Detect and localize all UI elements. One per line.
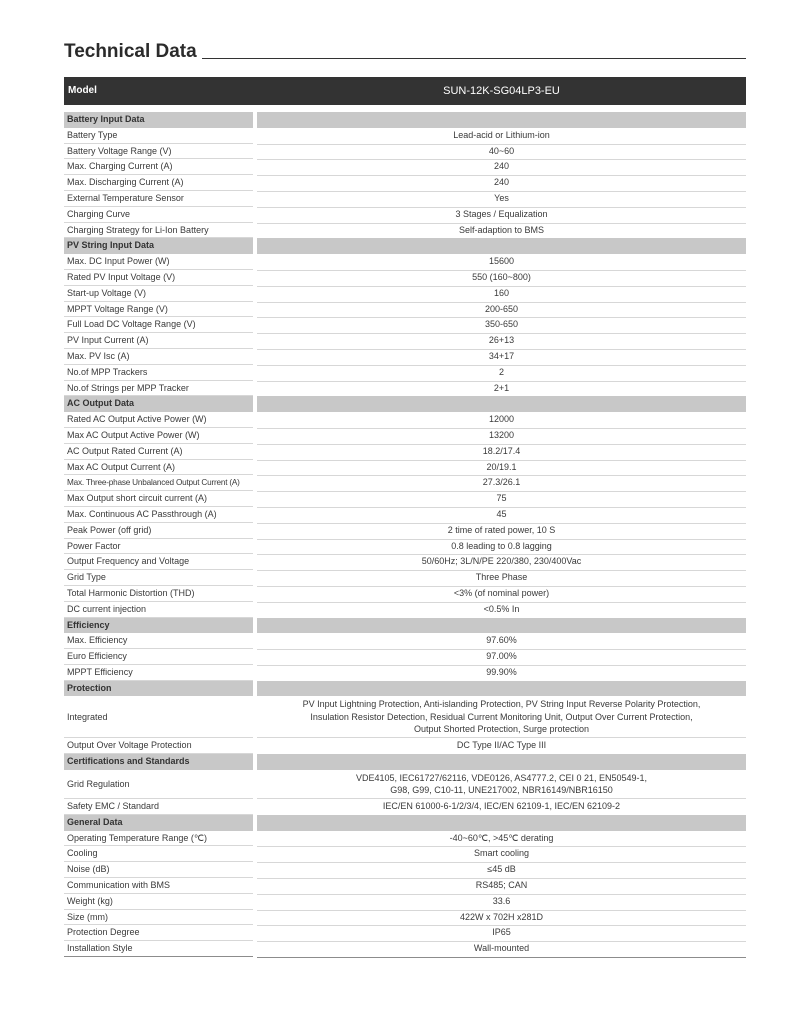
section-title: Protection	[64, 681, 253, 697]
spec-value: 18.2/17.4	[257, 444, 746, 461]
spec-value: 26+13	[257, 333, 746, 350]
table-row	[64, 191, 746, 207]
table-row	[64, 381, 746, 397]
section-header	[64, 681, 746, 697]
table-row	[64, 349, 746, 365]
table-row	[64, 770, 746, 799]
spec-label: Euro Efficiency	[64, 649, 253, 665]
spec-value: 160	[257, 286, 746, 303]
spec-value	[257, 770, 746, 799]
table-row	[64, 317, 746, 333]
table-row	[64, 894, 746, 910]
section-header	[64, 112, 746, 128]
spec-label: Max. PV Isc (A)	[64, 349, 253, 365]
table-row	[64, 910, 746, 926]
spec-value	[257, 696, 746, 738]
spec-label: Charging Curve	[64, 207, 253, 223]
table-row	[64, 144, 746, 160]
spec-value: 550 (160~800)	[257, 270, 746, 287]
table-row	[64, 475, 746, 491]
section-title: AC Output Data	[64, 396, 253, 412]
spec-label: Installation Style	[64, 941, 253, 957]
section-title: Battery Input Data	[64, 112, 253, 128]
spec-value: RS485; CAN	[257, 878, 746, 895]
table-row	[64, 738, 746, 754]
spec-label: MPPT Voltage Range (V)	[64, 302, 253, 318]
spec-label: MPPT Efficiency	[64, 665, 253, 681]
spec-label: Grid Regulation	[64, 770, 253, 799]
spec-label: Charging Strategy for Li-Ion Battery	[64, 223, 253, 239]
spec-value: -40~60℃, >45℃ derating	[257, 831, 746, 848]
table-row	[64, 286, 746, 302]
section-fill	[257, 681, 746, 697]
table-row	[64, 941, 746, 957]
spec-value-line: Output Shorted Protection, Surge protection	[413, 724, 590, 735]
spec-label: Max. Three-phase Unbalanced Output Current (A)	[64, 475, 253, 491]
model-label: Model	[68, 85, 97, 96]
spec-value: 99.90%	[257, 665, 746, 682]
page-title: Technical Data	[64, 41, 197, 62]
spec-value: ≤45 dB	[257, 862, 746, 879]
table-row	[64, 570, 746, 586]
table-row	[64, 925, 746, 941]
spec-value: 422W x 702H x281D	[257, 910, 746, 927]
spec-label: Integrated	[64, 696, 253, 738]
table-row	[64, 128, 746, 144]
section-fill	[257, 815, 746, 831]
spec-label: Max. Efficiency	[64, 633, 253, 649]
spec-label: Max. DC Input Power (W)	[64, 254, 253, 270]
table-row	[64, 460, 746, 476]
spec-label: Peak Power (off grid)	[64, 523, 253, 539]
spec-value: 97.00%	[257, 649, 746, 666]
spec-label: Output Frequency and Voltage	[64, 554, 253, 570]
spec-value: 40~60	[257, 144, 746, 161]
spec-label: Output Over Voltage Protection	[64, 738, 253, 754]
section-header	[64, 815, 746, 831]
spec-table	[64, 112, 746, 957]
spec-value-line: Insulation Resistor Detection, Residual Current Monitoring Unit, Output Over Current Protection,	[310, 711, 693, 722]
section-fill	[257, 618, 746, 634]
title-rule	[202, 58, 746, 59]
section-title: Efficiency	[64, 618, 253, 634]
model-row	[64, 77, 746, 105]
table-row	[64, 649, 746, 665]
spec-label: Start-up Voltage (V)	[64, 286, 253, 302]
section-fill	[257, 238, 746, 254]
spec-value: 27.3/26.1	[257, 475, 746, 492]
spec-label: PV Input Current (A)	[64, 333, 253, 349]
spec-label: Max AC Output Active Power (W)	[64, 428, 253, 444]
table-row	[64, 333, 746, 349]
spec-label: Operating Temperature Range (℃)	[64, 831, 253, 847]
spec-value: 97.60%	[257, 633, 746, 650]
spec-label: Weight (kg)	[64, 894, 253, 910]
spec-value: 20/19.1	[257, 460, 746, 477]
spec-value: IP65	[257, 925, 746, 942]
table-row	[64, 507, 746, 523]
spec-value: 75	[257, 491, 746, 508]
spec-value: 50/60Hz; 3L/N/PE 220/380, 230/400Vac	[257, 554, 746, 571]
spec-label: Max. Charging Current (A)	[64, 159, 253, 175]
table-row	[64, 412, 746, 428]
spec-label: Power Factor	[64, 539, 253, 555]
spec-value: Lead-acid or Lithium-ion	[257, 128, 746, 145]
table-row	[64, 554, 746, 570]
spec-label: Max Output short circuit current (A)	[64, 491, 253, 507]
spec-label: Protection Degree	[64, 925, 253, 941]
spec-label: Max. Continuous AC Passthrough (A)	[64, 507, 253, 523]
table-row	[64, 539, 746, 555]
table-row	[64, 444, 746, 460]
spec-value: 12000	[257, 412, 746, 429]
spec-value: Smart cooling	[257, 846, 746, 863]
spec-value: <3% (of nominal power)	[257, 586, 746, 603]
table-row	[64, 696, 746, 738]
section-header	[64, 618, 746, 634]
table-row	[64, 207, 746, 223]
spec-value: 2 time of rated power, 10 S	[257, 523, 746, 540]
spec-label: Noise (dB)	[64, 862, 253, 878]
spec-label: Battery Type	[64, 128, 253, 144]
spec-label: Total Harmonic Distortion (THD)	[64, 586, 253, 602]
spec-label: Communication with BMS	[64, 878, 253, 894]
table-row	[64, 223, 746, 239]
spec-value: Wall-mounted	[257, 941, 746, 958]
section-header	[64, 396, 746, 412]
spec-value-line: PV Input Lightning Protection, Anti-islanding Protection, PV String Input Reverse Polarity Protection,	[302, 699, 701, 710]
section-fill	[257, 112, 746, 128]
spec-value: Self-adaption to BMS	[257, 223, 746, 240]
spec-value: 350-650	[257, 317, 746, 334]
table-row	[64, 491, 746, 507]
spec-label: Cooling	[64, 846, 253, 862]
table-row	[64, 365, 746, 381]
spec-value: 34+17	[257, 349, 746, 366]
spec-value-line: G98, G99, C10-11, UNE217002, NBR16149/NBR16150	[390, 785, 613, 796]
spec-label: No.of Strings per MPP Tracker	[64, 381, 253, 397]
spec-value: DC Type II/AC Type III	[257, 738, 746, 755]
spec-value-line: VDE4105, IEC61727/62116, VDE0126, AS4777.2, CEI 0 21, EN50549-1,	[355, 773, 648, 784]
spec-value: 240	[257, 175, 746, 192]
spec-value: 33.6	[257, 894, 746, 911]
spec-value: 2+1	[257, 381, 746, 398]
table-row	[64, 665, 746, 681]
section-fill	[257, 754, 746, 770]
table-row	[64, 159, 746, 175]
table-row	[64, 633, 746, 649]
spec-value: 240	[257, 159, 746, 176]
section-fill	[257, 396, 746, 412]
spec-value: 0.8 leading to 0.8 lagging	[257, 539, 746, 556]
model-value: SUN-12K-SG04LP3-EU	[443, 85, 560, 97]
spec-label: Max AC Output Current (A)	[64, 460, 253, 476]
spec-value: 13200	[257, 428, 746, 445]
table-row	[64, 602, 746, 618]
spec-value: IEC/EN 61000-6-1/2/3/4, IEC/EN 62109-1, IEC/EN 62109-2	[257, 799, 746, 816]
spec-label: Size (mm)	[64, 910, 253, 926]
table-row	[64, 846, 746, 862]
table-row	[64, 523, 746, 539]
spec-label: Max. Discharging Current (A)	[64, 175, 253, 191]
spec-label: No.of MPP Trackers	[64, 365, 253, 381]
page-header	[64, 40, 746, 66]
table-row	[64, 254, 746, 270]
spec-value: 45	[257, 507, 746, 524]
spec-value: 15600	[257, 254, 746, 271]
spec-label: Full Load DC Voltage Range (V)	[64, 317, 253, 333]
section-header	[64, 754, 746, 770]
spec-label: External Temperature Sensor	[64, 191, 253, 207]
spec-value: 200-650	[257, 302, 746, 319]
table-row	[64, 831, 746, 847]
table-row	[64, 862, 746, 878]
spec-value: Yes	[257, 191, 746, 208]
spec-value: <0.5% In	[257, 602, 746, 619]
spec-label: Safety EMC / Standard	[64, 799, 253, 815]
section-title: Certifications and Standards	[64, 754, 253, 770]
spec-value: 3 Stages / Equalization	[257, 207, 746, 224]
table-row	[64, 428, 746, 444]
spec-label: DC current injection	[64, 602, 253, 618]
table-row	[64, 175, 746, 191]
section-header	[64, 238, 746, 254]
spec-label: Battery Voltage Range (V)	[64, 144, 253, 160]
table-row	[64, 586, 746, 602]
table-row	[64, 799, 746, 815]
section-title: PV String Input Data	[64, 238, 253, 254]
spec-label: Rated PV Input Voltage (V)	[64, 270, 253, 286]
table-row	[64, 878, 746, 894]
spec-label: AC Output Rated Current (A)	[64, 444, 253, 460]
table-row	[64, 302, 746, 318]
table-row	[64, 270, 746, 286]
spec-label: Grid Type	[64, 570, 253, 586]
section-title: General Data	[64, 815, 253, 831]
spec-label: Rated AC Output Active Power (W)	[64, 412, 253, 428]
spec-value: 2	[257, 365, 746, 382]
spec-value: Three Phase	[257, 570, 746, 587]
